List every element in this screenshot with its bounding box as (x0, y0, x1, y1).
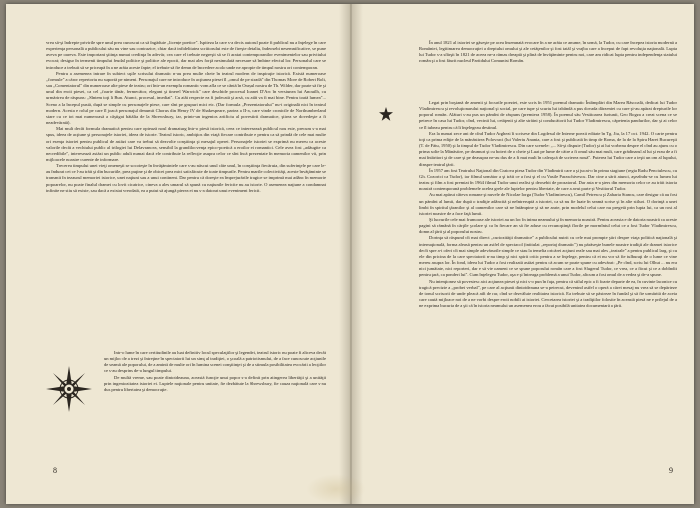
right-page-top-text (419, 40, 677, 65)
book-spread (6, 4, 694, 504)
compass-rose-ornament-icon (44, 364, 94, 414)
paragraph: Şi lucrurile cele mai frumoase ale istoriei au un loc în inima neamului şi în memoria noastră. Pentru aceasta e de datoria noastră ca aceste pagini să rămână în cărţile şcolare şi ca în fiecare an să fie aduse cu recunoştinţă florile pe mormîntul celui ce a fost Tudor Vladimirescu, domn al ţării şi al poporului nostru. (419, 216, 677, 235)
paragraph: De multă vreme, sau poate dintotdeauna, această funcţie unui popor s-a definit prin atingerea libertăţii şi a unităţii prin ingeniozitatea istoriei ei. Luptele naţionale pentru unitate, fie dezbătute la Shrewsbury, fie cauza naţională care s-au dus pentru libertatea şi democraţie. (104, 374, 326, 392)
paragraph: vrea să-şi îndrepte privirile spre unul prea cunoscut ca să îngăduie „licențe poetice". Ispiteza la care s-a decis autorul poate fi publicul nu a înţelege în care experienţa personală a publicului său nu vine sau contrazice, chiar dacă infidelitatea scriitorului este de fireşte detaliu, îndeosebi nesemnificative, se pune aveva pe oareva. Este important ştiinţa numai credinţa în adevăr, cea care el trebuie negreşit să se fi aratat contemporanilor evenimentelor sau privitului evocat; desigur în termenii timpului feudal politice şi politice ale epocii, dar mai ales forţă nesimulată necesare să îmbine efectul lor. Personalul care se introduce a trebuit să se priceapă în a ne arăta aceste fapte; el trebuie să fie demn de încredere acolo unde ne apropie de timpul nostru ori contemporan. (46, 40, 326, 70)
paragraph: Pentru a asemenea intrare în subiect uşile scrisului dramatic n-au prea multe cheie în teatrul modern de inspiraţie istorică. Există numeroase „formule" a căror repertoriu nu suportă pe nimeni. Personajul care ne introduce în acţiunea piesei îl „omul de pe stradă" din Thomas More de Robert Bolt, sau „Comentatorul" din numeroase alte piese de teatru; ori într-un exemplu romantic vom afla ce se cântă în Orașul nostru de Th. Wilder, dar poate să fie şi unul din eroii piesei, ca cel „foarte tânăr, fermecător, elegant şi tinerel Warwick" care deschide procesul Ioanei D'Arc în versiunea lui Anouilh, cu urmărirea de răspuns: „Sîntem toţi li Bun. Atunci, procesul, imediat". Cu atât respecte ea fi judecată şi arsă, cu atât va fi mai bine. Pentru toată lumea"... Sceno a la începul pustă, după se simple cu personajele piese, care sînt pe grupuri mici etc. (Dar formula „Prezentatorului" nu-i originală nici în teatrul modern. Acesta e rolul pe care îl joacă personajul denumit Chorus din Henry IV de Shakespeare, partea a II-a, care vinde cronicile de Northumberland stare cu ce tot mai numeroasă a câştigat bătălia de la Shrewsbury, iar, printr-un ingenios artificiu al povestirii dramatice, ştirea se dovedeşte a fi neadevărată). (46, 70, 326, 126)
right-page-main-text (419, 100, 677, 309)
left-page-body-text (46, 40, 326, 194)
star-icon (379, 107, 393, 121)
left-page (6, 4, 349, 504)
book-gutter (339, 4, 363, 504)
paragraph: Au mai apărut câteva romane şi nuvele de Nicolae Iorga (Tudor Vladimirescu), Camil Petrescu şi Zaharia Stancu, care desigur că au fost un pămînt al lumii, dar după o tradiţie adâncită şi neîntreruptă a istoriei, ca să nu fie luate în seamă scrise şi în alte stiluri. O dorinţă a unei limbi în spiritul ţăranilor şi al oamenilor care să ne întâmpine şi să ne arate, prin modelul celui care nu pregetă prin lupta lui, ca un rost al istoriei noastre de a face faţă lumii. (419, 192, 677, 216)
paragraph: Mai mult decât formula dramatică pentru care optează noul dramaturg într-o piesă istorică, ceea ce interesează publicul nou este, precum s-a mai spus, ideea de acţiune şi personajele istoriei, ideea de istorie. Teatrul istoric, ambiţios din viaţă fiecare contribuie e pentru ca să prindă de cele mai multe ori esenţa istoriei pentru publicul de astăzi care va trebui să dezvolte conştiinţa şi mesajul operei. Personajele istoriei se exprimă nu mereu ca aceste valorile decât a vechiului public al trilogiei lui Delavrancea, sensibil la grandilocvenţa epico-poetică a eroilor ei romantici. Cele avea fost „adăugite ca necredibile", interesează astăzi un public adult numai dacă ele contribuie la reflecţie asupra celor ce sînt încă prezentate în memoria oamenilor vii, prin mijloacele noastre curente de informare. (46, 126, 326, 162)
paragraph: Legat prin boşiană de amenii şi focurile poeziei, este scris în 1951 poemul dramatic Întâmplări din Marea Răscoală, dedicat lui Tudor Vladimirescu şi revoluţionarului naţional şi social, pe care tupe şi scurtu lui izbândă a pus dovada dârzeniei cu care şi-au apărat drepturile lor poporul român. Alături s-au pus un pămînt de răspuns (premiera 1958). În poemul său Vestitoarea furtunii, Geo Bogza a creat scena ce se petrece în casa lui Tudor, cînd, vecinii lui, cetăţenii şi alte străini şi conducătorii lui Tudor Vladimirescu, căpetenia pandurilor, dar şi ai celor ce îl iubeau pentru că îi înţelegeau destinul. (419, 100, 677, 130)
paragraph: Dorinţa să răspund cît mai direct „curiozităţii dramatice" a publicului nutrit cu cele mai prompte ştiri despre viaţa politică naţională şi internaţională, forma aleasă pentru un astfel de spectacol (intitulat „reportaj dramatic") nu părăseşte bunele noastre tradiţii ale dramei istorice decît spre a-i oferi cît mai simple adevărurile simple ce stau la temelia oricărei acţiuni reale sau mai ales „teatrale" a pentru publicul larg, şi cu ele din pricina de la care spectatorii n-au timp şi nici spirit critic pentru a se înţelege, pentru că ei nu vor să fie tulburaţi de o lume ce vine mereu asupra lor. În fond, ideea lui Tudor a fost realizată astăzi pentru că acum se poate spune cu adevărat: „Pe cînd, scriu lui Olhut ... nu era nici jumătate, nici reporteri, dar e să vie oameni ce se spune poporului român care a fost Slugerul Tudor, ce vrea, ce a făcut şi ce a dobîndit pentru ţară, ca ponderi lui". Cum înţelegea Tudor, aşa e şi întreaga problemă a unui Tudor, altcum a fost omul de a vedea şi de-a spune. (419, 235, 677, 278)
paragraph: Era la numai zece ani de cînd Tudor Arghezi îi scrisese din Logdesul de Interne poezii editate în Tg. Jiu, la 17 oct. 1942. O carte pentru toţi ca prima ediţie de la mănăstirea Polovraci (lui Valeriu Anania, care a fost şi publicată în timp de Roma, de la de la Spiru Haret Bucureşti (T. de Fătu, 1950) şi la timpul de Tudor Vladimirescu. Din care scenele: „... Să-şi dispuie (Tudor) şi ai lui vorbeau despre el cînd au ajuns cu o prima solie la Mănăstire, pe drumuri şi cu boieri de o cheie şi Luat pe lume de către a fi omul său mai mult, care grădinarul al lui şi erau de a fi mai întăritori şi de care şi pe deasupra ne-au dus de a fi mai mult în caleaşcă de scrierea nouă". Puterea lui Tudor care a ieşit un om al lupului, dinspre teatrul ţării. (419, 130, 677, 167)
paragraph: Trecerea timpului unei vieţi omeneşti se socoteşte în învăţămintele care s-au născut unul câte unul, în conştiinţa fiecăruia, din suferinţele pe care le-au îndurat cei ce l-au trăit şi din bucuriile, prea puţine şi de obicei prea mici satisfăcute de toate timpurile. Pentru marile colectivităţi, aceste învăţăminte se transmit în tezaurul memoriei istorice, unei naţiuni sau a unui continent. Dar pentru că doreşte ea împrejurările tragice se imprimă mai adânc în memorie popoarelor, nu poate finalul dramei cu lovit cicatrice, cineva a ales umarul să spună cu naţiunile fericite nu au istorie. O asemenea naţiune a condamnat infinite ne stiu să existe, sau dacă a existat vreodată, ea a putut să ajungă pierea ei nu s-a datorat unui eveniment fericit. (46, 163, 326, 193)
page-number: 9 (669, 466, 673, 475)
page-number: 8 (53, 466, 57, 475)
paragraph: Nu intenţionez să povestesc aici acţiunea piesei şi nici s-o pun în faţa, pentru că stilul epic a fi foarte departe de ea, în cuvinte laconice cu tragică precizie a „probei verbal", pe care al acţiunii dintotdeauna se-a petrecut, devenind astfel o operă a cărei mesaj nu vrea să se depărteze de tonul scrisorii de unde pleacă atît de rar, cînd se dezvăluie realitatea istorică. Ea trebuie să se păstreze în fundal şi să fie urmărită de aceia care caută mijloace noi de a ne vorbi despre eroii nobili ai istoriei. Cercetarea istoriei şi a tradiţiilor folosite în această piesă ne e prilejul de a ne exprima bucuria de a şti că în istoria neamului un asemenea erou a făcut posibilă unitatea documentară a ţării. (419, 278, 677, 309)
paragraph: În anul 1821 al istoriei se găseşte pe acea însemnată evocare în a ne arăta ce anume, în urmă, la Tudor, cu care începea istoria modernă a României, legitimarea democraţiei a dreptului omului şi ale cetăţenilor şi fost tatăl şi vrajba care a început de fapt revoluţia naţională. Lupta lui Tudor s-a sfârşit în 1821 de aceea ne-a rămas dreaptă şi plină de învăţăminte pentru noi, care am ridicat lupta pentru independenţa statului român şi a fost făurit nucleul Partidului Comunist Român. (419, 40, 677, 64)
paragraph: Intr-o lume în care certitudinile au luat definitiv locul speculaţiilor şi legendei, teatrul istoric nu poate fi altceva decât un mijloc de a trezi şi întreţine în spectatorii lui un simţ al tradiţiei, o şcoală a patriotismului, de a face cunoscute acţiunile de seamă ale poporului, de a aminti de multe ori în lumina scenei conştiinţei şi de a stimula posibilitatea evocării a lecţiilor ce s-au desprins de-a lungul timpului. (104, 350, 326, 374)
left-page-column-text (104, 350, 326, 393)
paper-stain (306, 474, 366, 504)
paragraph: În 1957 am fost Teatrului Naţional din Craiova piesa Tudor din Vladimirii care a şi jucat-o în prima stagiune (regia Radu Penciulescu, cu Gh. Cozorici ca Tudor), iar filmul următor a şi trăit ce a fost şi el cu Vasile Paraschivescu. Dar cine a sărit atunci, aşezîndu-se cu lumea lui teatru şi film a fost premiat în 1964 filmul Tudor unui realist şi deosebit de prozatorul. Dar asta n-a şters din memoria celor ce au trăit istoria noastră contemporană problemele acelea grele ale luptelor pentru libertate, de care a avut parte şi Vestitorul Tudor. (419, 167, 677, 192)
